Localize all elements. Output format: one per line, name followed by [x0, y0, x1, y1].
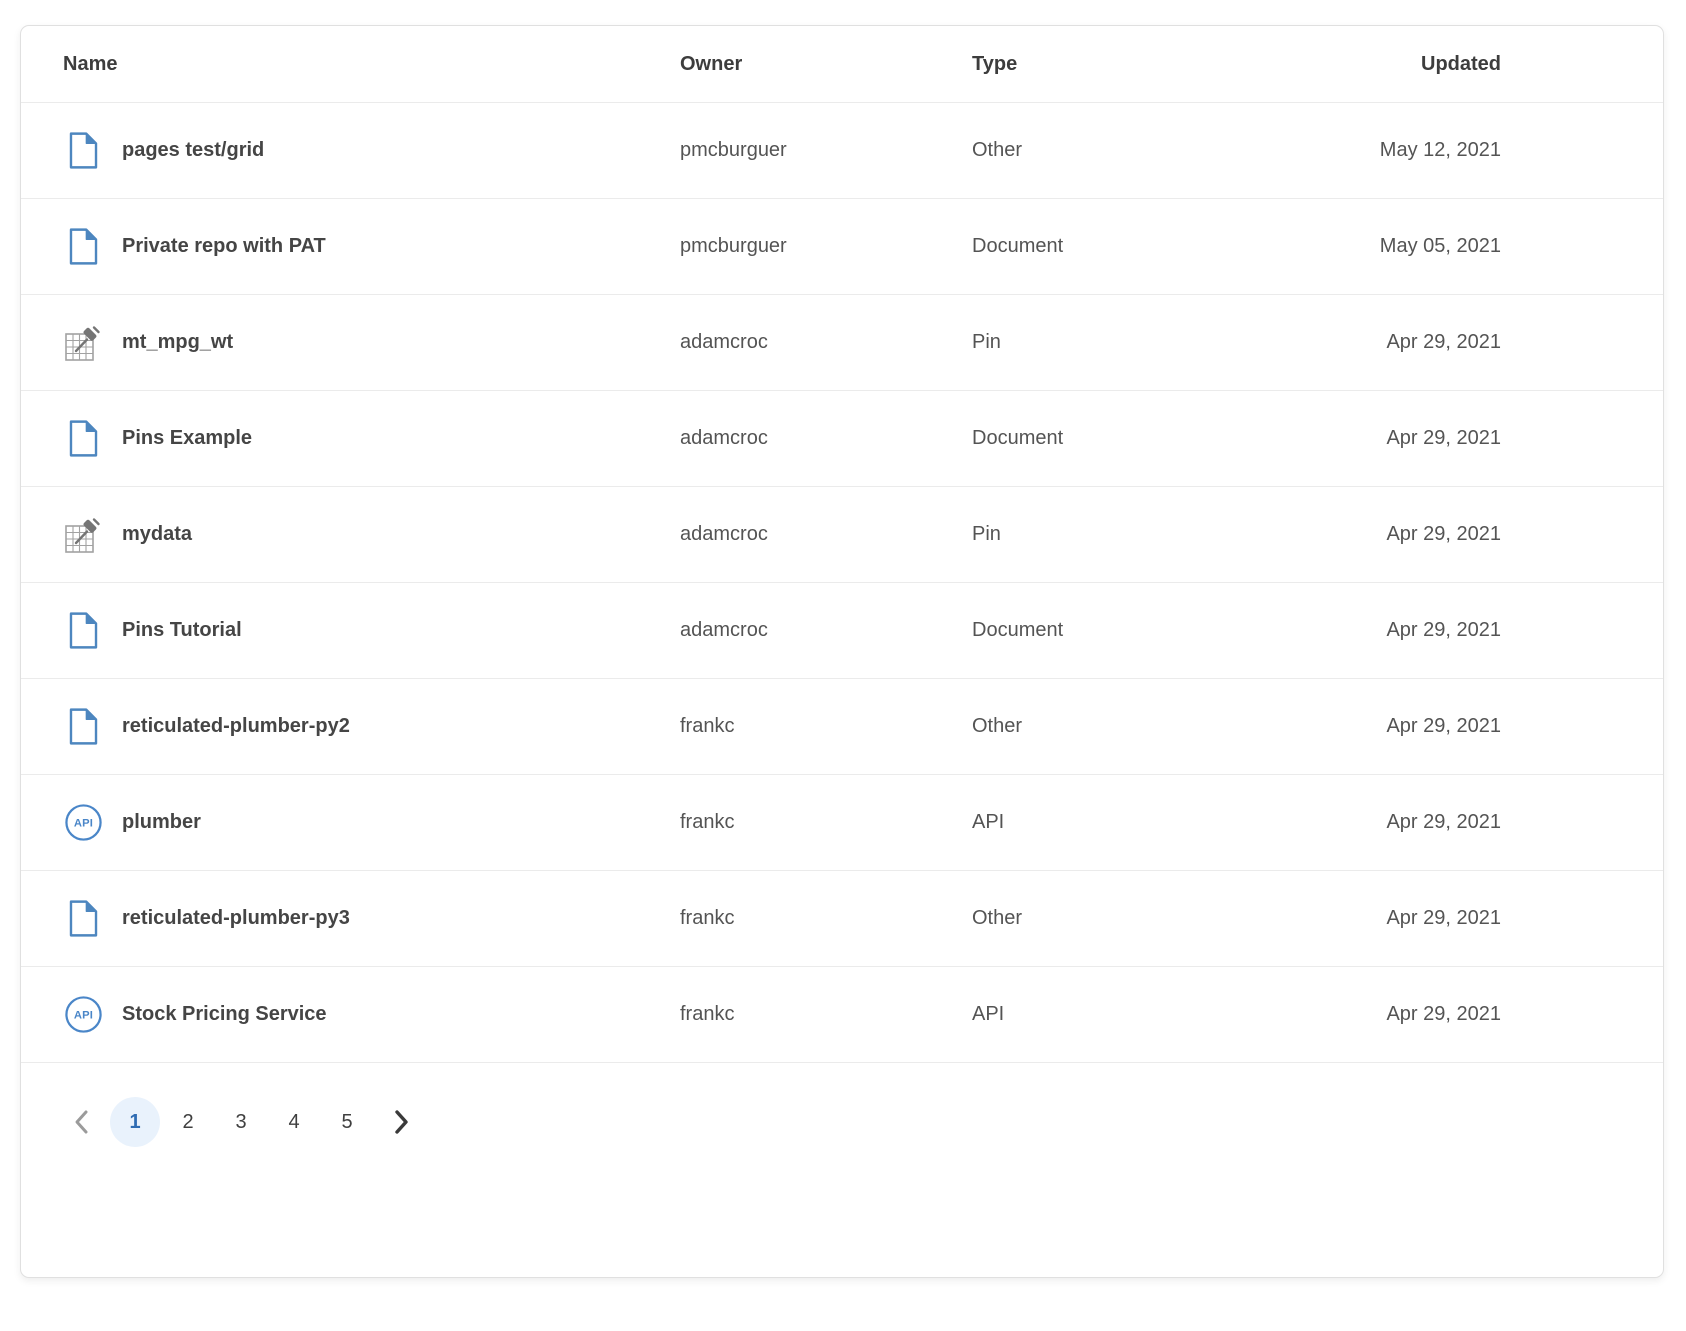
api-icon [63, 995, 103, 1035]
type-cell: Other [972, 907, 1023, 929]
column-header-name[interactable]: Name [63, 52, 118, 75]
name-cell [21, 803, 680, 843]
page-buttons [110, 1097, 372, 1147]
table-row[interactable] [21, 871, 1663, 967]
pagination [63, 1097, 1663, 1147]
name-cell [21, 515, 680, 555]
type-cell: Document [972, 427, 1064, 449]
updated-cell: Apr 29, 2021 [1386, 523, 1501, 545]
document-glyph [69, 420, 98, 457]
type-cell: Other [972, 139, 1023, 161]
previous-page-button[interactable] [63, 1097, 99, 1147]
pin-icon [63, 323, 103, 363]
content-name: plumber [122, 811, 201, 833]
updated-cell: Apr 29, 2021 [1386, 715, 1501, 737]
type-cell: Pin [972, 331, 1001, 353]
document-icon [63, 419, 103, 459]
document-glyph [69, 132, 98, 169]
chevron-right-icon [393, 1109, 410, 1135]
owner-cell: frankc [680, 811, 735, 833]
chevron-left-icon [73, 1109, 90, 1135]
owner-cell: pmcburguer [680, 235, 787, 257]
table-row[interactable] [21, 103, 1663, 199]
table-row[interactable] [21, 583, 1663, 679]
owner-cell: pmcburguer [680, 139, 787, 161]
name-cell [21, 227, 680, 267]
table-row[interactable] [21, 295, 1663, 391]
updated-cell: Apr 29, 2021 [1386, 619, 1501, 641]
updated-cell: Apr 29, 2021 [1386, 907, 1501, 929]
type-cell: Document [972, 235, 1064, 257]
content-name: reticulated-plumber-py2 [122, 715, 350, 737]
content-name: Pins Example [122, 427, 253, 449]
pin-glyph [63, 323, 103, 363]
type-cell: Document [972, 619, 1064, 641]
updated-cell: May 05, 2021 [1379, 235, 1501, 257]
page-button-4[interactable]: 4 [269, 1097, 319, 1147]
document-glyph [69, 900, 98, 937]
content-table-card [20, 25, 1664, 1278]
content-name: Stock Pricing Service [122, 1003, 327, 1025]
table-row[interactable] [21, 487, 1663, 583]
table-row[interactable] [21, 199, 1663, 295]
content-name: reticulated-plumber-py3 [122, 907, 350, 929]
owner-cell: adamcroc [680, 619, 768, 641]
name-cell [21, 131, 680, 171]
table-row[interactable] [21, 391, 1663, 487]
name-cell [21, 707, 680, 747]
owner-cell: adamcroc [680, 331, 768, 353]
name-cell [21, 611, 680, 651]
document-icon [63, 899, 103, 939]
svg-text:API: API [73, 817, 93, 830]
updated-cell: May 12, 2021 [1379, 139, 1501, 161]
name-cell [21, 419, 680, 459]
content-name: Pins Tutorial [122, 619, 242, 641]
document-glyph [69, 228, 98, 265]
document-icon [63, 131, 103, 171]
owner-cell: frankc [680, 715, 735, 737]
api-glyph [64, 995, 103, 1034]
api-icon [63, 803, 103, 843]
type-cell: Pin [972, 523, 1001, 545]
updated-cell: Apr 29, 2021 [1386, 811, 1501, 833]
document-icon [63, 611, 103, 651]
owner-cell: frankc [680, 1003, 735, 1025]
pin-icon [63, 515, 103, 555]
column-header-owner[interactable]: Owner [680, 52, 743, 75]
pin-glyph [63, 515, 103, 555]
column-header-updated[interactable]: Updated [1421, 52, 1501, 75]
document-icon [63, 227, 103, 267]
next-page-button[interactable] [383, 1097, 419, 1147]
updated-cell: Apr 29, 2021 [1386, 427, 1501, 449]
document-glyph [69, 708, 98, 745]
type-cell: API [972, 1003, 1005, 1025]
updated-cell: Apr 29, 2021 [1386, 1003, 1501, 1025]
name-cell [21, 899, 680, 939]
document-glyph [69, 612, 98, 649]
document-icon [63, 707, 103, 747]
type-cell: API [972, 811, 1005, 833]
name-cell [21, 995, 680, 1035]
owner-cell: frankc [680, 907, 735, 929]
page-button-1[interactable]: 1 [110, 1097, 160, 1147]
table-row[interactable] [21, 679, 1663, 775]
table-header [21, 26, 1663, 103]
content-name: mydata [122, 523, 193, 545]
page-button-5[interactable]: 5 [322, 1097, 372, 1147]
page-button-2[interactable]: 2 [163, 1097, 213, 1147]
content-name: pages test/grid [122, 139, 265, 161]
page-button-3[interactable]: 3 [216, 1097, 266, 1147]
name-cell [21, 323, 680, 363]
owner-cell: adamcroc [680, 523, 768, 545]
owner-cell: adamcroc [680, 427, 768, 449]
table-row[interactable] [21, 967, 1663, 1063]
table-body [21, 103, 1663, 1063]
content-name: Private repo with PAT [122, 235, 326, 257]
content-name: mt_mpg_wt [122, 331, 234, 353]
updated-cell: Apr 29, 2021 [1386, 331, 1501, 353]
column-header-type[interactable]: Type [972, 52, 1018, 75]
type-cell: Other [972, 715, 1023, 737]
svg-text:API: API [73, 1009, 93, 1022]
api-glyph [64, 803, 103, 842]
table-row[interactable] [21, 775, 1663, 871]
